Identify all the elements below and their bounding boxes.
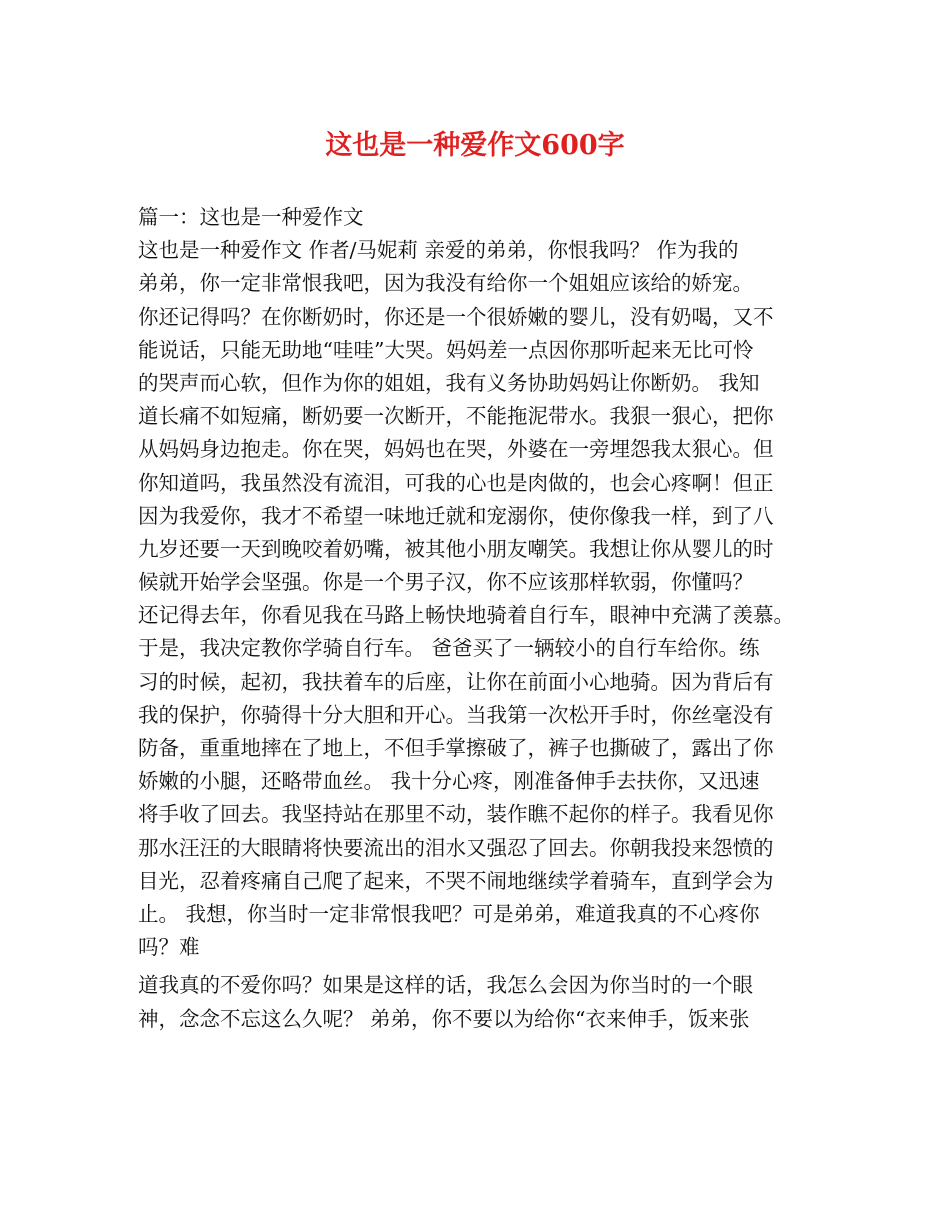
paragraph-line: 将手收了回去。我坚持站在那里不动，装作瞧不起你的样子。我看见你 (138, 802, 774, 827)
page-title: 这也是一种爱作文600字 (325, 130, 625, 161)
paragraph-line: 候就开始学会坚强。你是一个男子汉，你不应该那样软弱，你懂吗？ (138, 570, 753, 595)
paragraph-line: 止。 我想，你当时一定非常恨我吧？可是弟弟，难道我真的不心疼你 (138, 901, 760, 926)
paragraph-line: 你还记得吗？在你断奶时，你还是一个很娇嫩的婴儿，没有奶喝，又不 (138, 304, 774, 329)
paragraph-line: 九岁还要一天到晚咬着奶嘴，被其他小朋友嘲笑。我想让你从婴儿的时 (138, 536, 774, 561)
paragraph-line: 吗？难 (138, 935, 200, 960)
paragraph-line: 这也是一种爱作文 作者/马妮莉 亲爱的弟弟，你恨我吗？ 作为我的 (138, 238, 739, 263)
paragraph-line: 因为我爱你，我才不希望一味地迁就和宠溺你，使你像我一样，到了八 (138, 503, 774, 528)
paragraph-line: 的哭声而心软，但作为你的姐姐，我有义务协助妈妈让你断奶。 我知 (138, 370, 760, 395)
paragraph-line: 我的保护，你骑得十分大胆和开心。当我第一次松开手时，你丝毫没有 (138, 702, 774, 727)
paragraph-line: 道长痛不如短痛，断奶要一次断开，不能拖泥带水。我狠一狠心，把你 (138, 404, 774, 429)
paragraph-line: 从妈妈身边抱走。你在哭，妈妈也在哭，外婆在一旁埋怨我太狠心。但 (138, 437, 774, 462)
paragraph-line: 还记得去年，你看见我在马路上畅快地骑着自行车，眼神中充满了羡慕。 (138, 603, 794, 628)
section-heading: 篇一：这也是一种爱作文 (138, 205, 364, 229)
paragraph-line: 娇嫩的小腿，还略带血丝。 我十分心疼，刚准备伸手去扶你，又迅速 (138, 769, 760, 794)
paragraph-line: 能说话，只能无助地“哇哇”大哭。妈妈差一点因你那听起来无比可怜 (138, 337, 754, 362)
paragraph-line: 于是，我决定教你学骑自行车。 爸爸买了一辆较小的自行车给你。练 (138, 636, 760, 661)
paragraph-line: 道我真的不爱你吗？如果是这样的话，我怎么会因为你当时的一个眼 (138, 973, 753, 998)
document-body (138, 201, 828, 1036)
paragraph-line: 你知道吗，我虽然没有流泪，可我的心也是肉做的，也会心疼啊！但正 (138, 470, 774, 495)
paragraph-line: 弟弟，你一定非常恨我吧，因为我没有给你一个姐姐应该给的娇宠。 (138, 271, 753, 296)
paragraph-line: 习的时候，起初，我扶着车的后座，让你在前面小心地骑。因为背后有 (138, 669, 774, 694)
paragraph-line: 那水汪汪的大眼睛将快要流出的泪水又强忍了回去。你朝我投来怨愤的 (138, 835, 774, 860)
paragraph-line: 目光，忍着疼痛自己爬了起来，不哭不闹地继续学着骑车，直到学会为 (138, 868, 774, 893)
paragraph-line: 防备，重重地摔在了地上，不但手掌擦破了，裤子也撕破了，露出了你 (138, 736, 774, 760)
paragraph-line: 神，念念不忘这么久呢？ 弟弟，你不要以为给你“衣来伸手，饭来张 (138, 1006, 750, 1031)
